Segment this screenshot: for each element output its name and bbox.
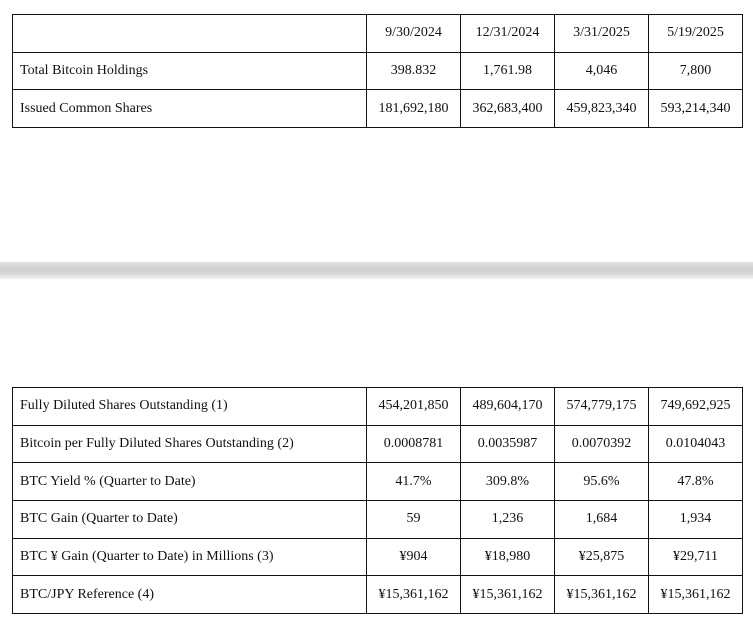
- table-cell: 574,779,175: [555, 388, 649, 426]
- header-cell-date: 9/30/2024: [367, 15, 461, 53]
- header-cell-date: 3/31/2025: [555, 15, 649, 53]
- table-row: [13, 388, 743, 426]
- table-cell: ¥29,711: [649, 538, 743, 576]
- table-cell: 1,236: [461, 501, 555, 539]
- table-cell: 362,683,400: [461, 90, 555, 128]
- table-row: [13, 52, 743, 90]
- table-cell: 1,684: [555, 501, 649, 539]
- table-row: [13, 538, 743, 576]
- table-row: [13, 425, 743, 463]
- row-label: BTC Yield % (Quarter to Date): [13, 463, 367, 501]
- row-label: BTC/JPY Reference (4): [13, 576, 367, 614]
- table-cell: 95.6%: [555, 463, 649, 501]
- table-cell: 181,692,180: [367, 90, 461, 128]
- bitcoin-holdings-table: [12, 14, 743, 128]
- table-cell: 0.0035987: [461, 425, 555, 463]
- table-cell: 7,800: [649, 52, 743, 90]
- row-label: Fully Diluted Shares Outstanding (1): [13, 388, 367, 426]
- table-cell: 0.0008781: [367, 425, 461, 463]
- table-row: [13, 501, 743, 539]
- table-cell: 4,046: [555, 52, 649, 90]
- table-cell: 593,214,340: [649, 90, 743, 128]
- table-cell: 41.7%: [367, 463, 461, 501]
- table-cell: 47.8%: [649, 463, 743, 501]
- table-cell: 0.0070392: [555, 425, 649, 463]
- row-label: Bitcoin per Fully Diluted Shares Outstanding (2): [13, 425, 367, 463]
- table-cell: ¥15,361,162: [649, 576, 743, 614]
- table-cell: 309.8%: [461, 463, 555, 501]
- table-cell: 749,692,925: [649, 388, 743, 426]
- table-cell: ¥25,875: [555, 538, 649, 576]
- table-cell: ¥18,980: [461, 538, 555, 576]
- table-row: [13, 463, 743, 501]
- header-cell-date: 5/19/2025: [649, 15, 743, 53]
- table-cell: ¥15,361,162: [461, 576, 555, 614]
- row-label: BTC Gain (Quarter to Date): [13, 501, 367, 539]
- table-row: [13, 90, 743, 128]
- table-cell: ¥15,361,162: [555, 576, 649, 614]
- table-cell: 454,201,850: [367, 388, 461, 426]
- table-cell: 59: [367, 501, 461, 539]
- header-cell-empty: [13, 15, 367, 53]
- table-header-row: [13, 15, 743, 53]
- table-cell: 1,934: [649, 501, 743, 539]
- table-cell: ¥15,361,162: [367, 576, 461, 614]
- table-cell: 1,761.98: [461, 52, 555, 90]
- row-label: BTC ¥ Gain (Quarter to Date) in Millions (3): [13, 538, 367, 576]
- row-label: Total Bitcoin Holdings: [13, 52, 367, 90]
- row-label: Issued Common Shares: [13, 90, 367, 128]
- table-cell: 398.832: [367, 52, 461, 90]
- table-row: [13, 576, 743, 614]
- table-cell: 489,604,170: [461, 388, 555, 426]
- table-cell: ¥904: [367, 538, 461, 576]
- page-divider: [0, 262, 753, 279]
- btc-metrics-table: [12, 387, 743, 614]
- table-cell: 459,823,340: [555, 90, 649, 128]
- header-cell-date: 12/31/2024: [461, 15, 555, 53]
- table-cell: 0.0104043: [649, 425, 743, 463]
